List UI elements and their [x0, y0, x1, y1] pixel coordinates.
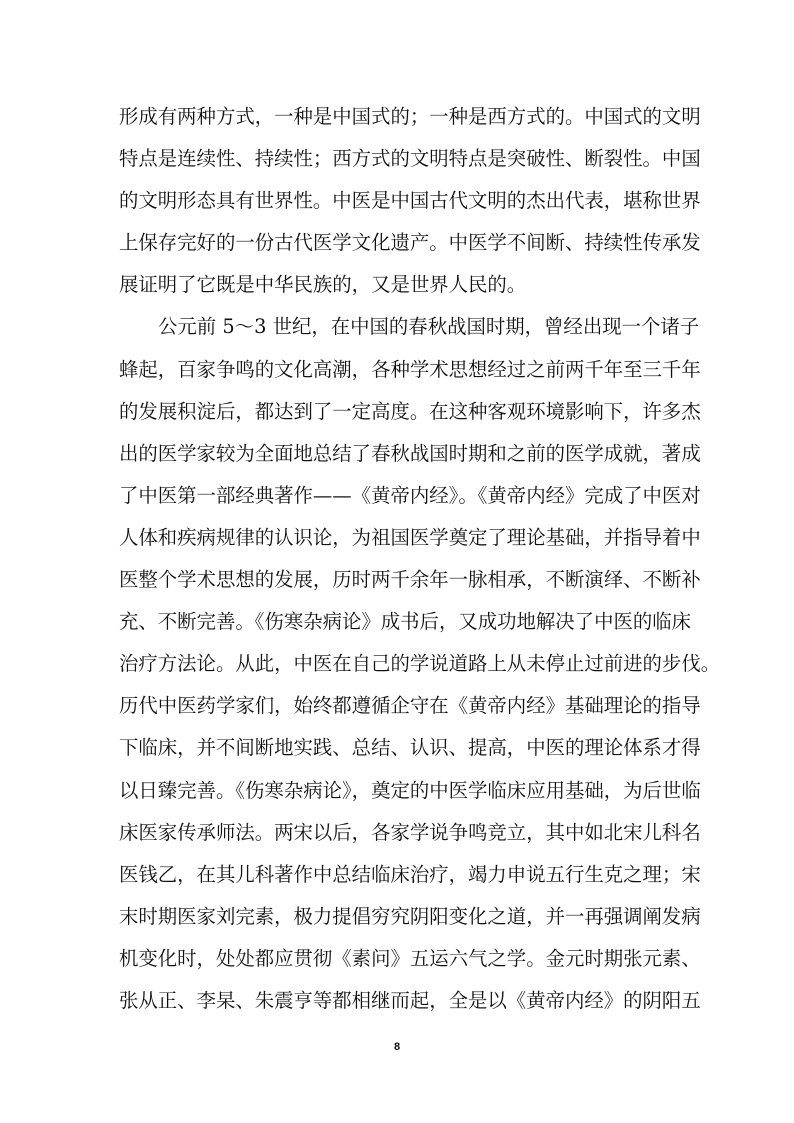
body-text — [119, 96, 721, 1022]
text-line: 蜂起，百家争鸣的文化高潮，各种学术思想经过之前两千年至三千年 — [119, 357, 701, 381]
page-number: 8 — [393, 1041, 401, 1053]
text-line: 以日臻完善。《伤寒杂病论》，奠定的中医学临床应用基础，为后世临 — [119, 778, 701, 802]
text-line: 公元前 5～3 世纪，在中国的春秋战国时期，曾经出现一个诸子 — [158, 315, 700, 339]
text-line: 特点是连续性、持续性；西方式的文明特点是突破性、断裂性。中国 — [119, 147, 701, 171]
text-line: 床医家传承师法。两宋以后，各家学说争鸣竞立，其中如北宋儿科名 — [119, 820, 701, 844]
text-line: 治疗方法论。从此，中医在自己的学说道路上从未停止过前进的步伐。 — [119, 652, 721, 676]
text-line: 医整个学术思想的发展，历时两千余年一脉相承，不断演绎、不断补 — [119, 568, 701, 592]
text-line: 下临床，并不间断地实践、总结、认识、提高，中医的理论体系才得 — [119, 736, 701, 760]
text-line: 的文明形态具有世界性。中医是中国古代文明的杰出代表，堪称世界 — [119, 189, 701, 213]
text-line: 机变化时，处处都应贯彻《素问》五运六气之学。金元时期张元素、 — [119, 946, 701, 970]
text-line: 张从正、李杲、朱震亨等都相继而起，全是以《黄帝内经》的阴阳五 — [119, 988, 701, 1012]
text-line: 充、不断完善。《伤寒杂病论》成书后，又成功地解决了中医的临床 — [119, 610, 692, 634]
text-line: 人体和疾病规律的认识论，为祖国医学奠定了理论基础，并指导着中 — [119, 525, 701, 549]
text-line: 展证明了它既是中华民族的，又是世界人民的。 — [119, 273, 527, 297]
paragraph-2 — [119, 306, 721, 1022]
text-line: 出的医学家较为全面地总结了春秋战国时期和之前的医学成就，著成 — [119, 441, 701, 465]
text-line: 医钱乙，在其儿科著作中总结临床治疗，竭力申说五行生克之理；宋 — [119, 862, 701, 886]
text-line: 的发展积淀后，都达到了一定高度。在这种客观环境影响下，许多杰 — [119, 399, 701, 423]
text-line: 形成有两种方式，一种是中国式的；一种是西方式的。中国式的文明 — [119, 105, 701, 128]
paragraph-1 — [119, 96, 701, 306]
text-line: 末时期医家刘完素，极力提倡穷究阴阳变化之道，并一再强调阐发病 — [119, 904, 701, 928]
text-line: 历代中医药学家们，始终都遵循企守在《黄帝内经》基础理论的指导 — [119, 694, 701, 718]
text-line: 上保存完好的一份古代医学文化遗产。中医学不间断、持续性传承发 — [119, 231, 701, 255]
text-line: 了中医第一部经典著作——《黄帝内经》。《黄帝内经》完成了中医对 — [119, 483, 701, 507]
